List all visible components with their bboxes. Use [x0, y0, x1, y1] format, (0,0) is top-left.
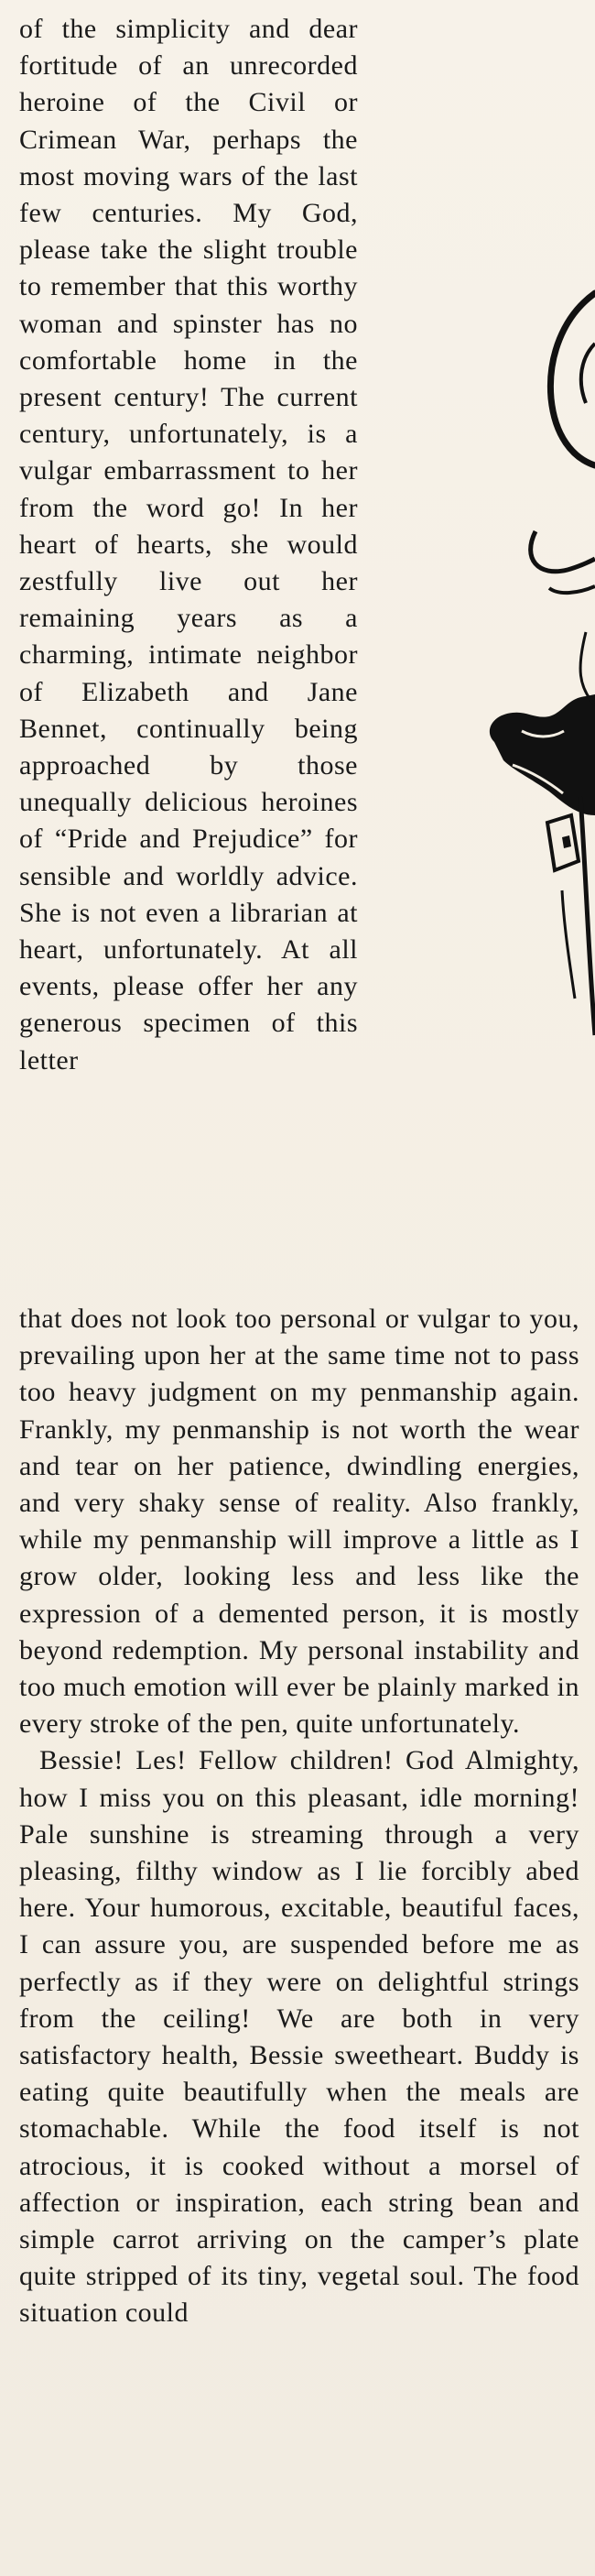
narrow-text-column [19, 11, 358, 1079]
first-paragraph-continuation: that does not look too personal or vulgar to you, prevailing upon her at the same time not to pass too heavy judgment on my penmanship again. Frankly, my penmanship is not worth the wear and tear on her patience, dwindling energies, and very shaky sense of reality. Also frankly, while my penmanship will improve a little as I grow older, looking less and less like the expression of a demented person, it is mostly beyond redemption. My personal instability and too much emotion will ever be plainly marked in every stroke of the pen, quite unfortunately. [19, 1304, 579, 1740]
column-paragraph: of the simplicity and dear fortitude of an unrecorded heroine of the Civil or Crimean War, perhaps the most moving wars of the last few centuries. My God, please take the slight trouble to remember that this worthy woman and spinster has no comfortable home in the present century! The current century, unfortunately, is a vulgar embarrassment to her from the word go! In her heart of hearts, she would zestfully live out her remaining years as a charming, intimate neighbor of Elizabeth and Jane Bennet, continually being approached by those unequally delicious heroines of “Pride and Prejudice” for sensible and worldly advice. She is not even a librarian at heart, unfortunately. At all events, please offer her any generous specimen of this letter [19, 14, 358, 1075]
second-paragraph: Bessie! Les! Fellow children! God Almighty, how I miss you on this pleasant, idle morning! Pale sunshine is streaming through a very pleasing, filthy window as I lie forcibly abed here. Your humorous, excitable, beautiful faces, I can assure you, are suspended before me as perfectly as if they were on delightful strings from the ceiling! We are both in very satisfactory health, Bessie sweetheart. Buddy is eating quite beautifully when the meals are stomachable. While the food itself is not atrocious, it is cooked without a morsel of affection or inspiration, each string bean and simple carrot arriving on the camper’s plate quite stripped of its tiny, vegetal soul. The food situation could [19, 1745, 579, 2329]
wide-text-column [19, 1301, 579, 2332]
ink-sketch-figure-icon [375, 229, 595, 1081]
